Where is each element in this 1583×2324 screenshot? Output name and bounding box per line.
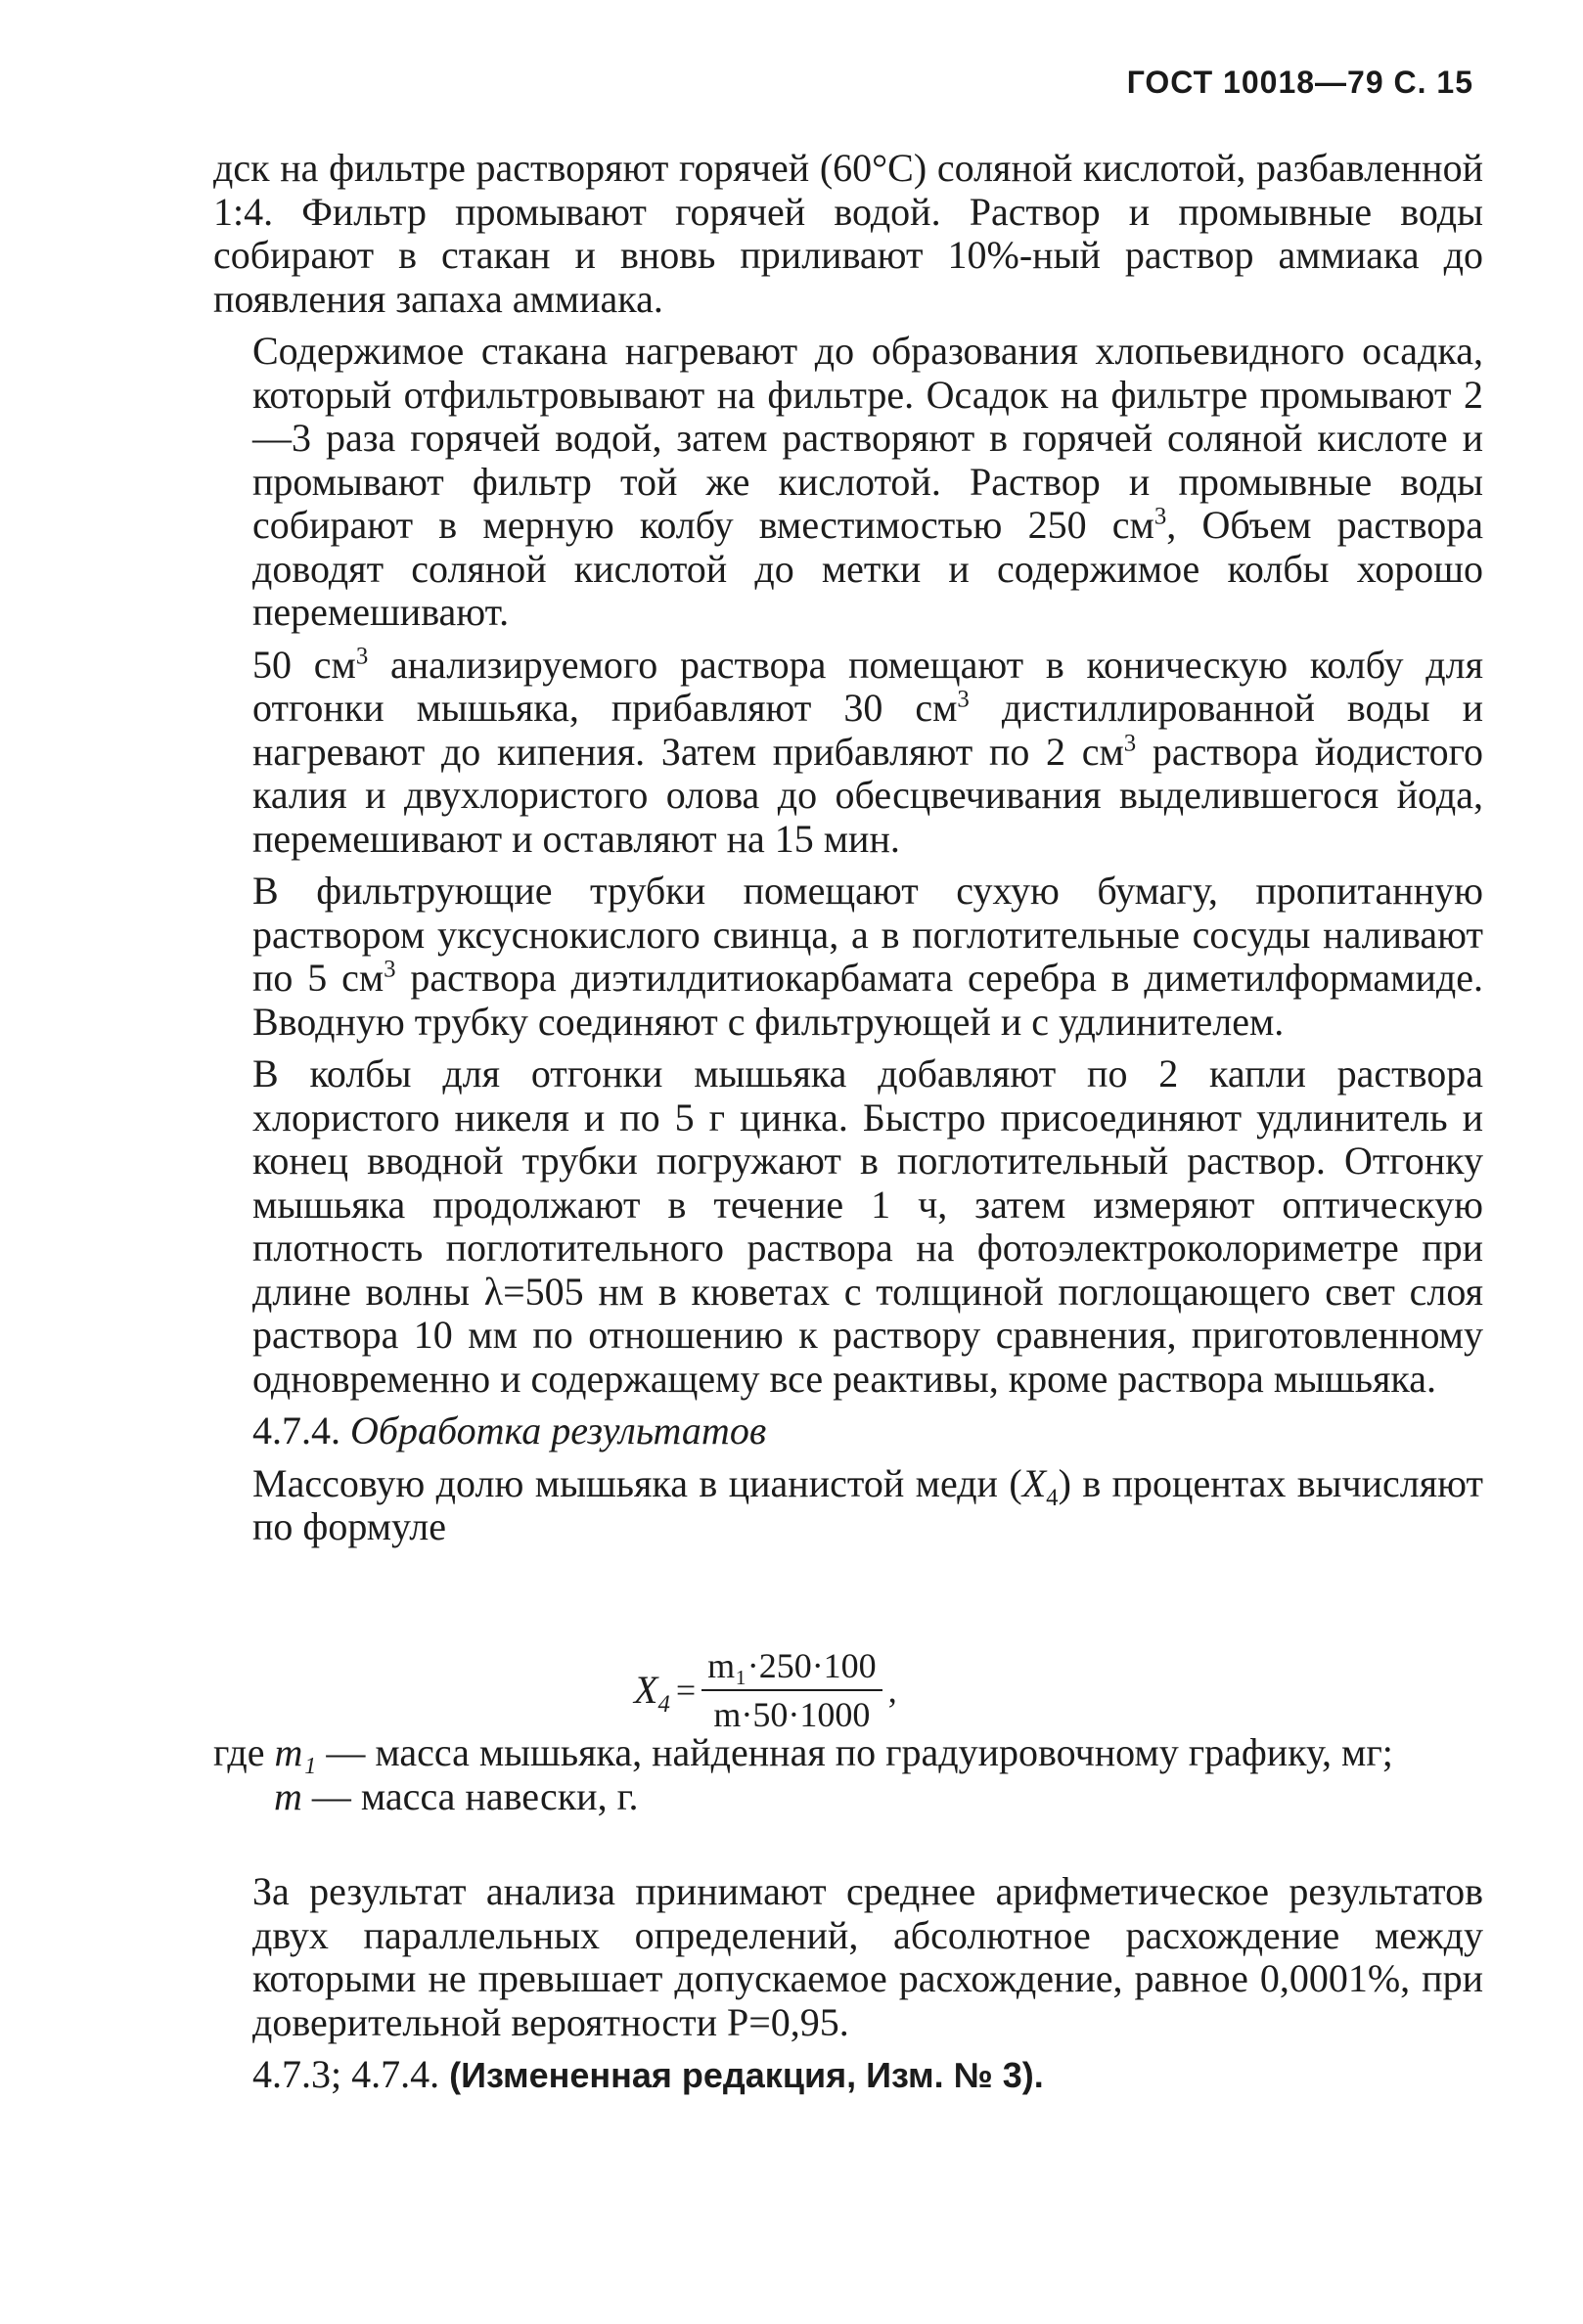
legend-row-m <box>213 1775 1483 1819</box>
superscript-3: 3 <box>384 956 396 983</box>
superscript-3: 3 <box>1123 730 1137 757</box>
formula-trail: , <box>887 1671 897 1710</box>
paragraph-4-part-b: раствора диэтилдитиокарбамата серебра в диметилформамиде. Вводную трубку соединяют с фильтрующей и с удлинителем. <box>252 956 1483 1044</box>
body-text <box>213 147 1483 1558</box>
amendment-prefix: 4.7.3; 4.7.4. <box>252 2052 440 2096</box>
paragraph-3-part-a: 50 см <box>252 642 356 687</box>
paragraph-3-part-d: раствора йодистого калия и двухлористого олова до обесцвечивания выделившегося йода, перемешивают и оставляют на 15 мин. <box>252 729 1483 861</box>
paragraph-3 <box>213 644 1483 862</box>
legend-row-m1 <box>213 1731 1483 1775</box>
formula-lhs-var: X <box>634 1668 658 1712</box>
superscript-3: 3 <box>1153 503 1167 530</box>
paragraph-1: дск на фильтре растворяют горячей (60°С) соляной кислотой, разбавленной 1:4. Фильтр промывают горячей водой. Раствор и промывные воды собирают в стакан и вновь приливают 10%-ный раствор аммиака до появления запаха аммиака. <box>213 146 1483 321</box>
paragraph-5: В колбы для отгонки мышьяка добавляют по 2 капли раствора хлористого никеля и по 5 г цинка. Быстро присоединяют удлинитель и конец вводной трубки погружают в поглотительный раствор. Отгонку мышьяка продолжают в течение 1 ч, затем измеряют оптическую плотность поглотительного раствора на фотоэлектроколориметре при длине волны λ=505 нм в кюветах с толщиной поглощающего свет слоя раствора 10 мм по отношению к раствору сравнения, приготовленному одновременно и содержащему все реактивы, кроме раствора мышьяка. <box>252 1051 1483 1401</box>
formula-denominator: m·50·1000 <box>713 1695 871 1734</box>
paragraph-3-part-b: анализируемого раствора помещают в коническую колбу для отгонки мышьяка, прибавляют 30 см <box>252 642 1483 730</box>
section-number: 4.7.4. <box>252 1408 340 1452</box>
paragraph-7: За результат анализа принимают среднее арифметическое результатов двух параллельных определений, абсолютное расхождение между которыми не превышает допускаемое расхождение, равное 0,0001%, при доверительной вероятности Р=0,95. <box>252 1869 1483 2044</box>
amendment-note <box>213 2053 1483 2098</box>
paragraph-6 <box>213 1462 1483 1549</box>
running-header: ГОСТ 10018—79 С. 15 <box>1126 65 1473 100</box>
paragraph-4-part-a: В фильтрующие трубки помещают сухую бумагу, пропитанную раствором уксуснокислого свинца, а в поглотительные сосуды наливают по 5 см <box>252 869 1483 1000</box>
paragraph-6-part-b: ) в процентах вычисляют по формуле <box>252 1460 1484 1548</box>
paragraph-6-part-a: Массовую долю мышьяка в цианистой меди ( <box>252 1460 1022 1505</box>
formula-lhs-sub: 4 <box>657 1691 670 1718</box>
formula-legend <box>213 1731 1483 1818</box>
formula-lhs <box>634 1668 670 1718</box>
legend-m1-text: — масса мышьяка, найденная по градуировочному графику, мг; <box>326 1730 1393 1774</box>
formula-fraction <box>701 1646 882 1734</box>
legend-m1-symbol: m₁ <box>274 1730 317 1774</box>
legend-where: где <box>213 1730 265 1774</box>
paragraph-2-part-a: Содержимое стакана нагревают до образования хлопьевидного осадка, который отфильтровывают на фильтре. Осадок на фильтре промывают 2—3 раза горячей водой, затем растворяют в горячей соляной кислоте и промывают фильтр той же кислотой. Раствор и промывные воды собирают в мерную колбу вместимостью 250 см <box>252 329 1483 547</box>
amendment-bold: (Измененная редакция, Изм. № 3). <box>449 2055 1044 2095</box>
superscript-3: 3 <box>957 686 970 713</box>
tail-text <box>213 1870 1483 2107</box>
variable-x: X <box>1021 1460 1047 1505</box>
subscript-4: 4 <box>1046 1484 1059 1511</box>
formula-numerator: m₁·250·100 <box>701 1646 882 1691</box>
superscript-3: 3 <box>355 643 369 670</box>
paragraph-3-part-c: дистиллированной воды и нагревают до кипения. Затем прибавляют по 2 см <box>252 686 1483 774</box>
paragraph-2-part-b: , Объем раствора доводят соляной кислотой до метки и содержимое колбы хорошо перемешивают. <box>252 503 1483 634</box>
section-title: Обработка результатов <box>350 1408 767 1452</box>
formula <box>634 1646 897 1734</box>
paragraph-4 <box>213 870 1483 1044</box>
legend-m-text: — масса навески, г. <box>311 1773 639 1818</box>
formula-equals: = <box>675 1671 697 1710</box>
section-heading <box>213 1409 1483 1453</box>
legend-m-symbol: m <box>274 1773 302 1818</box>
paragraph-2 <box>213 330 1483 635</box>
